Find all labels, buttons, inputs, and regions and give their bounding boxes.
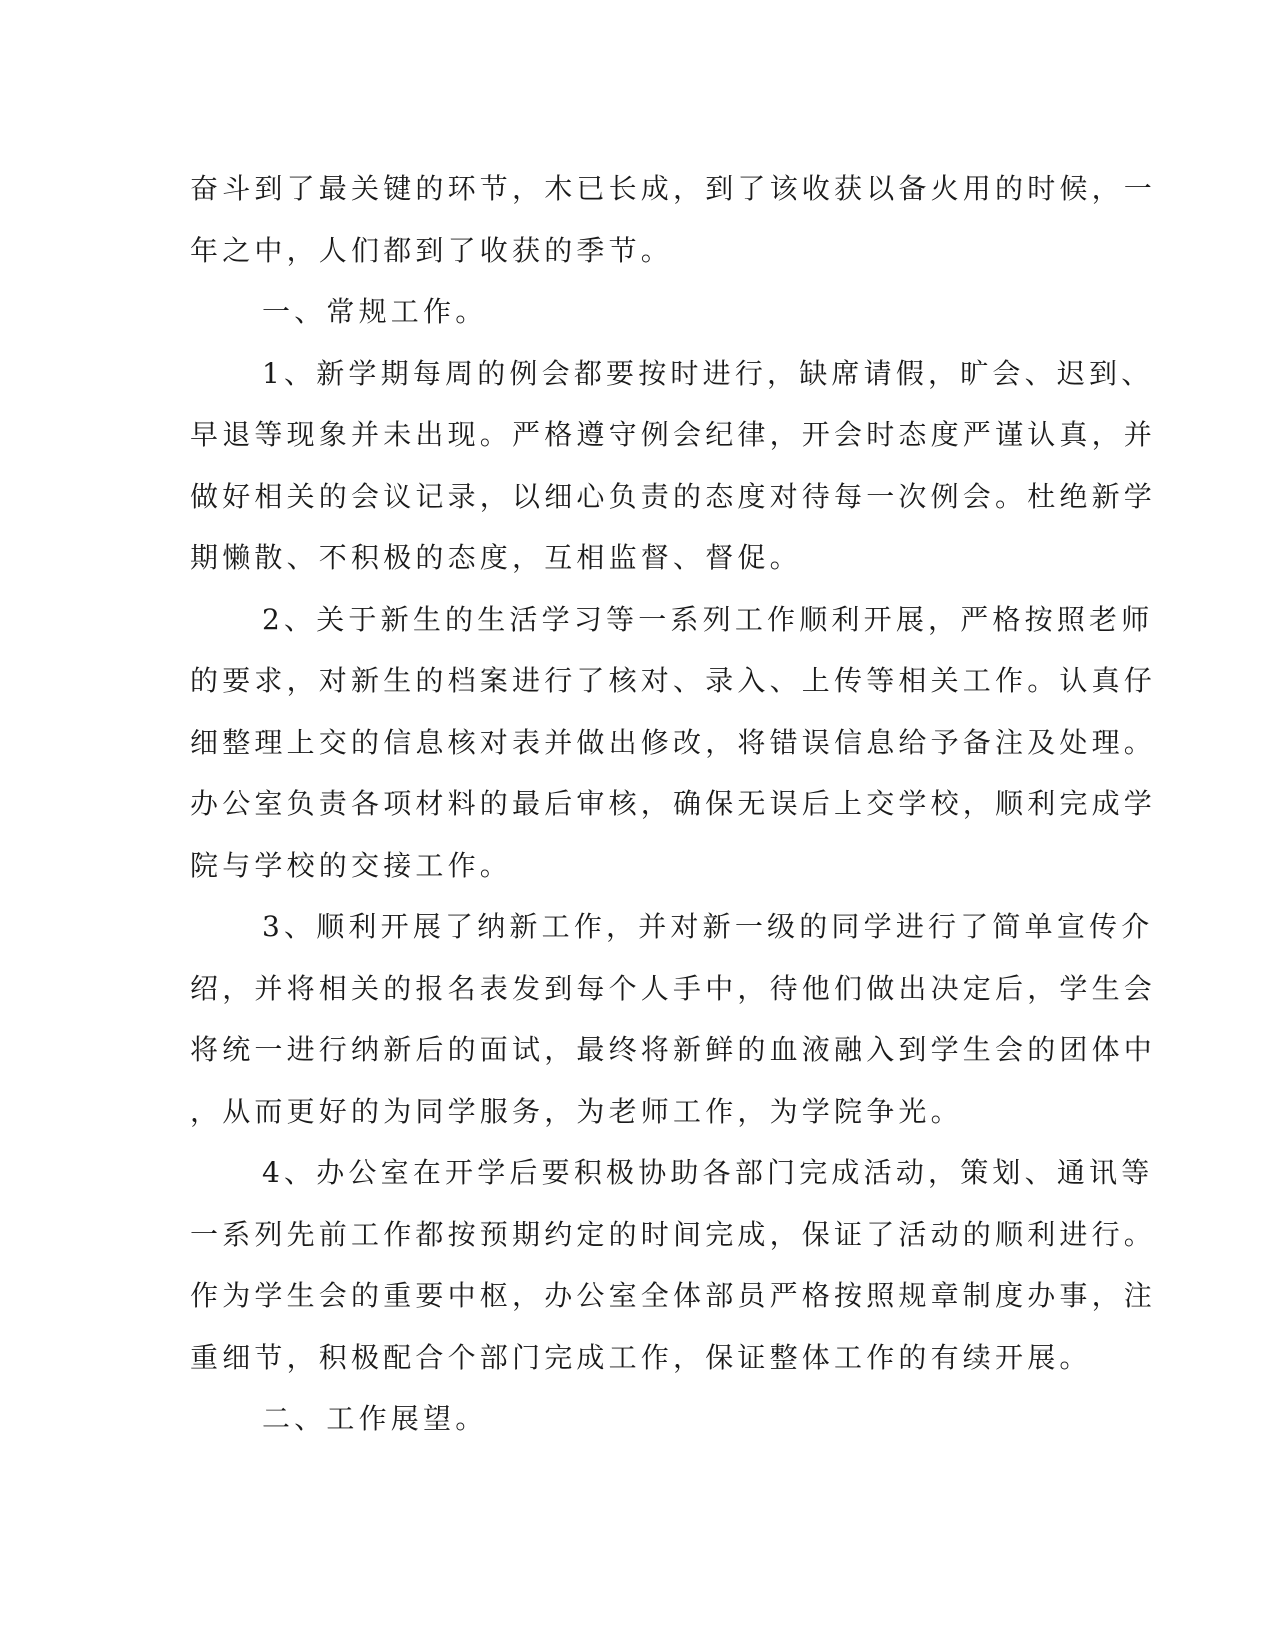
text-line: 2、关于新生的生活学习等一系列工作顺利开展，严格按照老师	[262, 602, 1154, 636]
text-line: 3、顺利开展了纳新工作，并对新一级的同学进行了简单宣传介	[262, 910, 1154, 943]
text-line: 院与学校的交接工作。	[190, 848, 513, 882]
text-line: 早退等现象并未出现。严格遵守例会纪律，开会时态度严谨认真，并	[190, 418, 1157, 451]
text-line: 1、新学期每周的例会都要按时进行，缺席请假，旷会、迟到、	[262, 356, 1154, 390]
text-line: 做好相关的会议记录，以细心负责的态度对待每一次例会。杜绝新学	[190, 479, 1157, 513]
text-line: 将统一进行纳新后的面试，最终将新鲜的血液融入到学生会的团体中	[190, 1033, 1157, 1066]
text-line: 4、办公室在开学后要积极协助各部门完成活动，策划、通讯等	[262, 1156, 1154, 1189]
text-line: 一系列先前工作都按预期约定的时间完成，保证了活动的顺利进行。	[190, 1217, 1157, 1251]
text-line: 一、常规工作。	[262, 295, 488, 328]
text-line: 重细节，积极配合个部门完成工作，保证整体工作的有续开展。	[190, 1340, 1092, 1374]
text-line: 奋斗到了最关键的环节，木已长成，到了该收获以备火用的时候，一	[190, 172, 1157, 205]
text-line: ，从而更好的为同学服务，为老师工作，为学院争光。	[190, 1094, 963, 1128]
text-line: 的要求，对新生的档案进行了核对、录入、上传等相关工作。认真仔	[190, 664, 1157, 697]
text-line: 作为学生会的重要中枢，办公室全体部员严格按照规章制度办事，注	[190, 1279, 1157, 1312]
document-body	[190, 158, 1157, 1450]
text-line: 绍，并将相关的报名表发到每个人手中，待他们做出决定后，学生会	[190, 971, 1157, 1005]
text-line: 二、工作展望。	[262, 1402, 488, 1435]
text-line: 细整理上交的信息核对表并做出修改，将错误信息给予备注及处理。	[190, 725, 1157, 759]
text-line: 办公室负责各项材料的最后审核，确保无误后上交学校，顺利完成学	[190, 787, 1157, 820]
text-line: 期懒散、不积极的态度，互相监督、督促。	[190, 541, 802, 574]
text-line: 年之中，人们都到了收获的季节。	[190, 233, 674, 267]
